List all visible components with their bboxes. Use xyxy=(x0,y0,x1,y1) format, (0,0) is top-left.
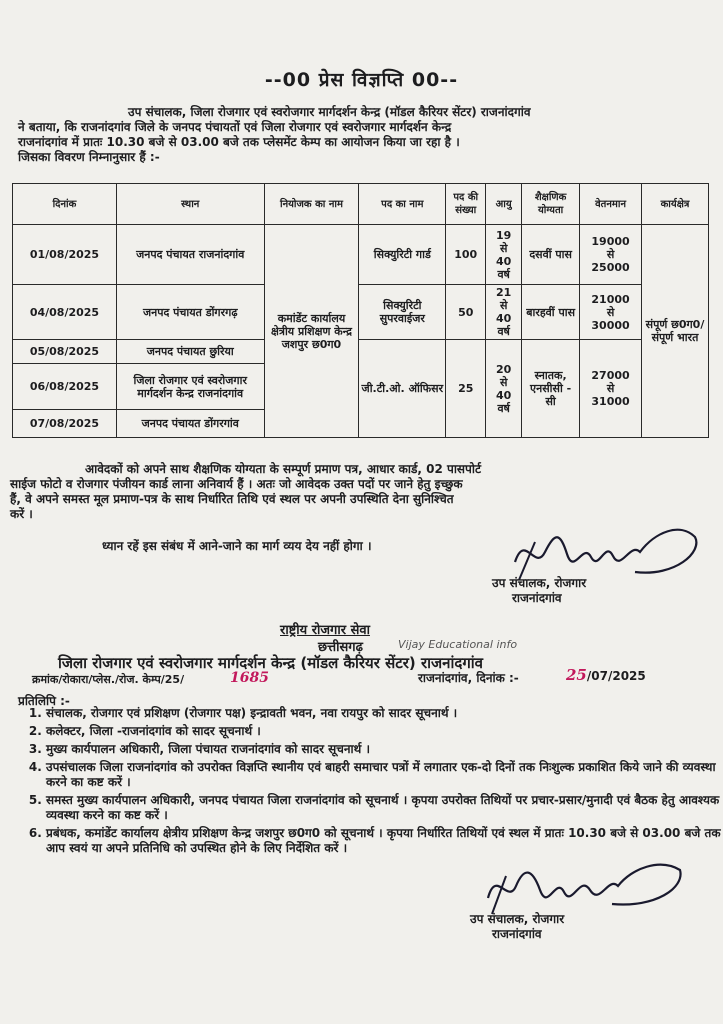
age-from: 20 xyxy=(496,362,512,376)
header-area: कार्यक्षेत्र xyxy=(642,184,709,225)
salary-to: 31000 xyxy=(591,395,630,408)
table-row xyxy=(13,225,709,285)
table-row xyxy=(13,285,709,340)
schedule-table xyxy=(12,183,709,438)
signatory-place: राजनांदगांव xyxy=(492,927,542,941)
post-count: 100 xyxy=(446,225,486,285)
office-name: जिला रोजगार एवं स्वरोजगार मार्गदर्शन केन्द्र (मॉडल कैरियर सेंटर) राजनांदगांव xyxy=(58,654,483,672)
travel-note: ध्यान रहें इस संबंध में आने-जाने का मार्ग व्यय देय नहीं होगा । xyxy=(102,539,372,553)
header-salary: वेतनमान xyxy=(580,184,642,225)
row-date: 01/08/2025 xyxy=(13,225,117,285)
age-to-word: से xyxy=(499,241,508,255)
salary-to: 30000 xyxy=(591,318,630,332)
reference-prefix: क्रमांक/रोकारा/प्लेस./रोज. केम्प/25/ xyxy=(32,673,185,686)
post-age xyxy=(486,285,522,340)
note-line: साईज फोटो व रोजगार पंजीयन कार्ड लाना अनिवार्य हैं । अतः जो आवेदक उक्त पदों पर जाने हेतु इच्छुक xyxy=(10,477,463,491)
table-header-row xyxy=(13,184,709,225)
header-place: स्थान xyxy=(116,184,264,225)
row-date: 06/08/2025 xyxy=(13,364,117,410)
page-title: --00 प्रेस विज्ञप्ति 00-- xyxy=(264,69,459,91)
post-salary xyxy=(580,340,642,438)
post-salary xyxy=(580,225,642,285)
post-name: सिक्युरिटी गार्ड xyxy=(359,225,446,285)
age-to: 40 xyxy=(496,388,512,402)
copy-label: प्रतिलिपि :- xyxy=(18,694,70,708)
post-age xyxy=(486,225,522,285)
age-to-word: से xyxy=(499,375,508,389)
age-unit: वर्ष xyxy=(497,325,510,338)
salary-from: 19000 xyxy=(591,235,630,248)
reference-number: 1685 xyxy=(230,670,269,686)
note-line: हैं, वे अपने समस्त मूल प्रमाण-पत्र के साथ निर्धारित तिथि एवं स्थल पर अपनी उपस्थिति देना सुनिश्चित xyxy=(10,492,454,506)
service-name: राष्ट्रीय रोजगार सेवा xyxy=(280,623,370,638)
header-date: दिनांक xyxy=(13,184,117,225)
salary-from: 21000 xyxy=(591,292,630,306)
post-count: 50 xyxy=(446,285,486,340)
list-item: 6. प्रबंधक, कमांडेंट कार्यालय क्षेत्रीय प्रशिक्षण केन्द्र जशपुर छ0ग0 को सूचनार्थ । कृपया निर्धारित तिथियों एवं स्थल में प्रातः 10.30 बजे से 03.00 बजे तक आप स्वयं या अपने प्रतिनिधि को उपस्थित होने के लिए निर्देशित करें । xyxy=(46,826,723,856)
row-place: जनपद पंचायत डोंगरगढ़ xyxy=(116,285,264,340)
age-from: 19 xyxy=(496,228,512,242)
row-place: जनपद पंचायत डोंगरगांव xyxy=(116,410,264,438)
header-post: पद का नाम xyxy=(359,184,446,225)
age-unit: वर्ष xyxy=(497,267,510,281)
post-qualification: बारहवीं पास xyxy=(522,285,580,340)
salary-to-word: से xyxy=(606,382,615,395)
salary-to-word: से xyxy=(606,305,615,319)
age-to: 40 xyxy=(496,254,512,268)
row-date: 05/08/2025 xyxy=(13,340,117,364)
post-name: जी.टी.ओ. ऑफिसर xyxy=(359,340,446,438)
row-place: जिला रोजगार एवं स्वरोजगार मार्गदर्शन केन्द्र राजनांदगांव xyxy=(116,364,264,410)
post-age xyxy=(486,340,522,438)
signatory-place: राजनांदगांव xyxy=(512,591,562,605)
age-to-word: से xyxy=(499,299,508,312)
date-rest: /07/2025 xyxy=(586,669,646,683)
post-salary xyxy=(580,285,642,340)
list-item: 4. उपसंचालक जिला राजनांदगांव को उपरोक्त विज्ञप्ति स्थानीय एवं बाहरी समाचार पत्रों में लगातार एक-दो दिनों तक निःशुल्क प्रकाशित किये जाने की व्यवस्था करने का कष्ट करें । xyxy=(46,760,723,790)
list-item: 2. कलेक्टर, जिला -राजनांदगांव को सादर सूचनार्थ । xyxy=(46,724,723,739)
intro-line: राजनांदगांव में प्रातः 10.30 बजे से 03.00 बजे तक प्लेसमेंट केम्प का आयोजन किया जा रहा है । xyxy=(18,135,460,149)
intro-paragraph xyxy=(18,105,708,165)
row-place: जनपद पंचायत छुरिया xyxy=(116,340,264,364)
salary-to-word: से xyxy=(606,248,615,261)
age-to: 40 xyxy=(496,312,512,325)
area-cell: संपूर्ण छ0ग0/ संपूर्ण भारत xyxy=(642,225,709,438)
date-day-value: 25 xyxy=(566,666,587,684)
salary-to: 25000 xyxy=(591,261,630,274)
post-qualification: दसवीं पास xyxy=(522,225,580,285)
table-row xyxy=(13,340,709,364)
list-item: 1. संचालक, रोजगार एवं प्रशिक्षण (रोजगार पक्ष) इन्द्रावती भवन, नवा रायपुर को सादर सूचनार्थ । xyxy=(46,706,723,721)
age-unit: वर्ष xyxy=(497,401,510,415)
signatory-block-2 xyxy=(470,912,564,942)
post-count: 25 xyxy=(446,340,486,438)
header-age: आयु xyxy=(486,184,522,225)
copy-list xyxy=(24,706,723,859)
intro-line: जिसका विवरण निम्नानुसार हैं :- xyxy=(18,150,160,164)
intro-line: ने बताया, कि राजनांदगांव जिले के जनपद पंचायतों एवं जिला रोजगार एवं स्वरोजगार मार्गदर्शन केन्द्र xyxy=(18,120,452,134)
state-name: छत्तीसगढ़ xyxy=(318,640,363,655)
signature-2 xyxy=(480,850,690,920)
post-name: सिक्युरिटी सुपरवाईजर xyxy=(359,285,446,340)
date-label: राजनांदगांव, दिनांक :- xyxy=(418,671,519,685)
signatory-block xyxy=(492,576,586,606)
age-from: 21 xyxy=(496,286,512,299)
employer-cell: कमांडेंट कार्यालय क्षेत्रीय प्रशिक्षण केन्द्र जशपुर छ0ग0 xyxy=(264,225,359,438)
list-item: 5. समस्त मुख्य कार्यपालन अधिकारी, जनपद पंचायत जिला राजनांदगांव को सूचनार्थ । कृपया उपरोक्त तिथियों पर प्रचार-प्रसार/मुनादी एवं बैठक हेतु आवश्यक व्यवस्था करने का कष्ट करें । xyxy=(46,793,723,823)
row-date: 07/08/2025 xyxy=(13,410,117,438)
post-qualification: स्नातक, एनसीसी - सी xyxy=(522,340,580,438)
row-place: जनपद पंचायत राजनांदगांव xyxy=(116,225,264,285)
intro-line: उप संचालक, जिला रोजगार एवं स्वरोजगार मार्गदर्शन केन्द्र (मॉडल कैरियर सेंटर) राजनांदगांव xyxy=(128,105,531,119)
salary-from: 27000 xyxy=(591,369,630,382)
note-line: आवेदकों को अपने साथ शैक्षणिक योग्यता के सम्पूर्ण प्रमाण पत्र, आधार कार्ड, 02 पासपोर्ट xyxy=(85,462,482,476)
note-line: करें । xyxy=(10,507,33,521)
watermark-text: Vijay Educational info xyxy=(398,638,518,651)
row-date: 04/08/2025 xyxy=(13,285,117,340)
signatory-title: उप संचालक, रोजगार xyxy=(470,912,565,926)
date-day xyxy=(566,666,646,684)
header-qualification: शैक्षणिक योग्यता xyxy=(522,184,580,225)
header-count: पद की संख्या xyxy=(446,184,486,225)
header-employer: नियोजक का नाम xyxy=(264,184,359,225)
signatory-title: उप संचालक, रोजगार xyxy=(492,576,587,590)
list-item: 3. मुख्य कार्यपालन अधिकारी, जिला पंचायत राजनांदगांव को सादर सूचनार्थ । xyxy=(46,742,723,757)
